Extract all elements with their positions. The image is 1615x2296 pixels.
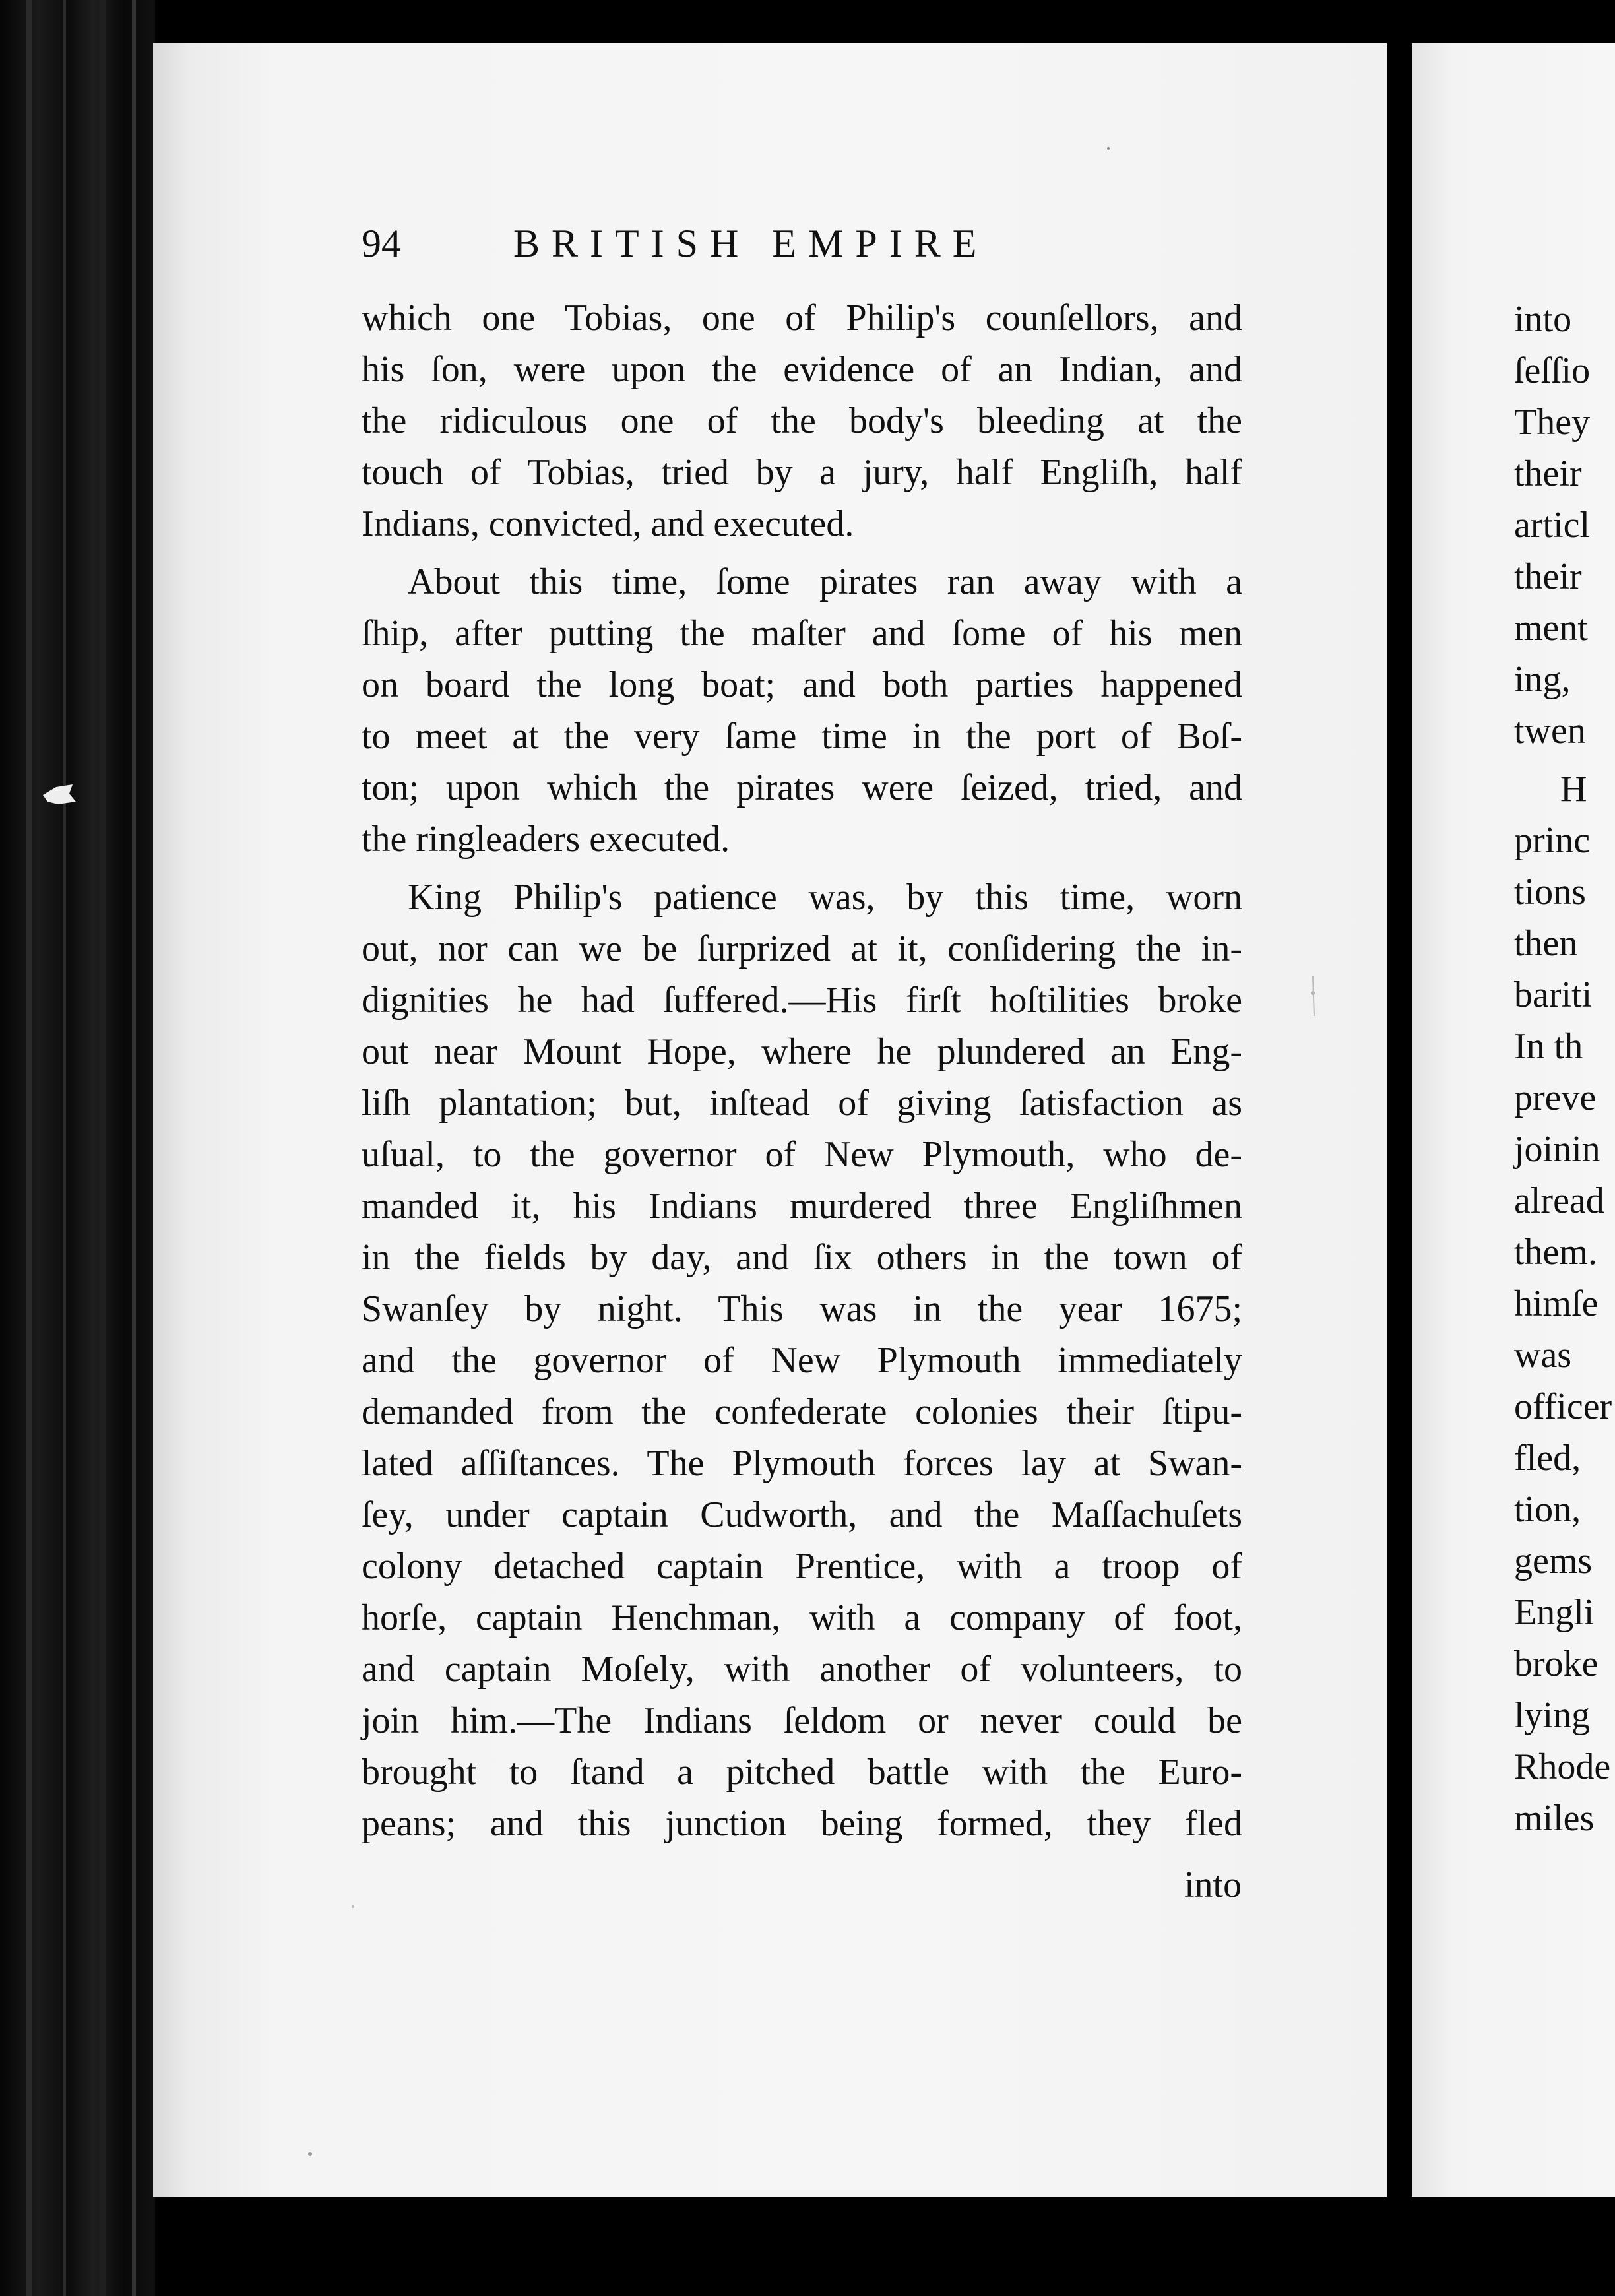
text-line: miles xyxy=(1514,1798,1595,1839)
text-line: and captain Moſely, with another of volunteers, to xyxy=(362,1649,1242,1690)
text-line: ton; upon which the pirates were ſeized, tried, and xyxy=(362,767,1242,808)
text-line: joinin xyxy=(1514,1129,1600,1170)
text-line: on board the long boat; and both parties happened xyxy=(362,664,1242,705)
text-line: to meet at the very ſame time in the port of Boſ- xyxy=(362,716,1242,757)
text-line: manded it, his Indians murdered three Engliſhmen xyxy=(362,1186,1242,1227)
text-line: broke xyxy=(1514,1643,1599,1684)
text-line: preve xyxy=(1514,1077,1597,1118)
text-line: King Philip's patience was, by this time, worn xyxy=(408,877,1242,918)
catchword: into xyxy=(1184,1865,1242,1905)
text-line: princ xyxy=(1514,820,1591,861)
text-line: alread xyxy=(1514,1180,1604,1221)
text-line: their xyxy=(1514,556,1582,597)
text-line: lated aſſiſtances. The Plymouth forces lay at Swan- xyxy=(362,1443,1242,1484)
text-line: Engli xyxy=(1514,1592,1595,1633)
text-line: liſh plantation; but, inſtead of giving ſatisfaction as xyxy=(362,1083,1242,1124)
text-line: into xyxy=(1514,299,1572,340)
text-line: bariti xyxy=(1514,974,1593,1015)
text-line: out near Mount Hope, where he plundered an Eng- xyxy=(362,1031,1242,1072)
text-line: Rhode xyxy=(1514,1746,1611,1787)
text-line: and the governor of New Plymouth immediately xyxy=(362,1340,1242,1381)
text-line: then xyxy=(1514,923,1578,964)
text-line: dignities he had ſuffered.—His firſt hoſtilities broke xyxy=(362,980,1242,1021)
text-line: uſual, to the governor of New Plymouth, who de- xyxy=(362,1134,1242,1175)
text-line: About this time, ſome pirates ran away with a xyxy=(408,561,1242,602)
text-line: tion, xyxy=(1514,1489,1581,1530)
text-line: H xyxy=(1560,769,1587,810)
text-line: horſe, captain Henchman, with a company of foot, xyxy=(362,1597,1242,1638)
text-line: Swanſey by night. This was in the year 1675; xyxy=(362,1289,1242,1329)
text-line: colony detached captain Prentice, with a troop of xyxy=(362,1546,1242,1587)
text-line: ſhip, after putting the maſter and ſome of his men xyxy=(362,613,1242,654)
text-line: officer xyxy=(1514,1386,1612,1427)
text-line: their xyxy=(1514,453,1582,494)
text-line: Indians, convicted, and executed. xyxy=(362,503,854,544)
text-line: join him.—The Indians ſeldom or never could be xyxy=(362,1700,1242,1741)
text-line: articl xyxy=(1514,505,1591,546)
text-line: demanded from the confederate colonies their ſtipu- xyxy=(362,1391,1242,1432)
text-line: his ſon, were upon the evidence of an Indian, and xyxy=(362,349,1242,390)
text-line: ſeſſio xyxy=(1514,350,1591,391)
text-line: was xyxy=(1514,1335,1572,1376)
text-line: ing, xyxy=(1514,659,1571,700)
text-line: ment xyxy=(1514,608,1588,649)
text-line: the ridiculous one of the body's bleeding at the xyxy=(362,400,1242,441)
text-line: peans; and this junction being formed, they fled xyxy=(362,1803,1242,1844)
text-line: himſe xyxy=(1514,1283,1599,1324)
text-line: In th xyxy=(1514,1026,1583,1067)
text-line: gems xyxy=(1514,1541,1593,1581)
text-line: in the fields by day, and ſix others in the town of xyxy=(362,1237,1242,1278)
text-line: lying xyxy=(1514,1695,1591,1736)
page-number: 94 xyxy=(362,222,401,265)
text-line: touch of Tobias, tried by a jury, half Engliſh, half xyxy=(362,452,1242,493)
text-line: twen xyxy=(1514,711,1586,751)
running-head-title: BRITISH EMPIRE xyxy=(513,222,989,265)
text-line: out, nor can we be ſurprized at it, conſidering the in- xyxy=(362,928,1242,969)
text-line: brought to ſtand a pitched battle with the Euro- xyxy=(362,1752,1242,1793)
text-line: ſey, under captain Cudworth, and the Maſſachuſets xyxy=(362,1494,1242,1535)
text-line: tions xyxy=(1514,872,1586,912)
text-line: them. xyxy=(1514,1232,1597,1273)
text-line: which one Tobias, one of Philip's counſellors, and xyxy=(362,298,1242,338)
text-line: the ringleaders executed. xyxy=(362,819,730,860)
text-line: They xyxy=(1514,402,1591,443)
text-line: fled, xyxy=(1514,1438,1581,1479)
